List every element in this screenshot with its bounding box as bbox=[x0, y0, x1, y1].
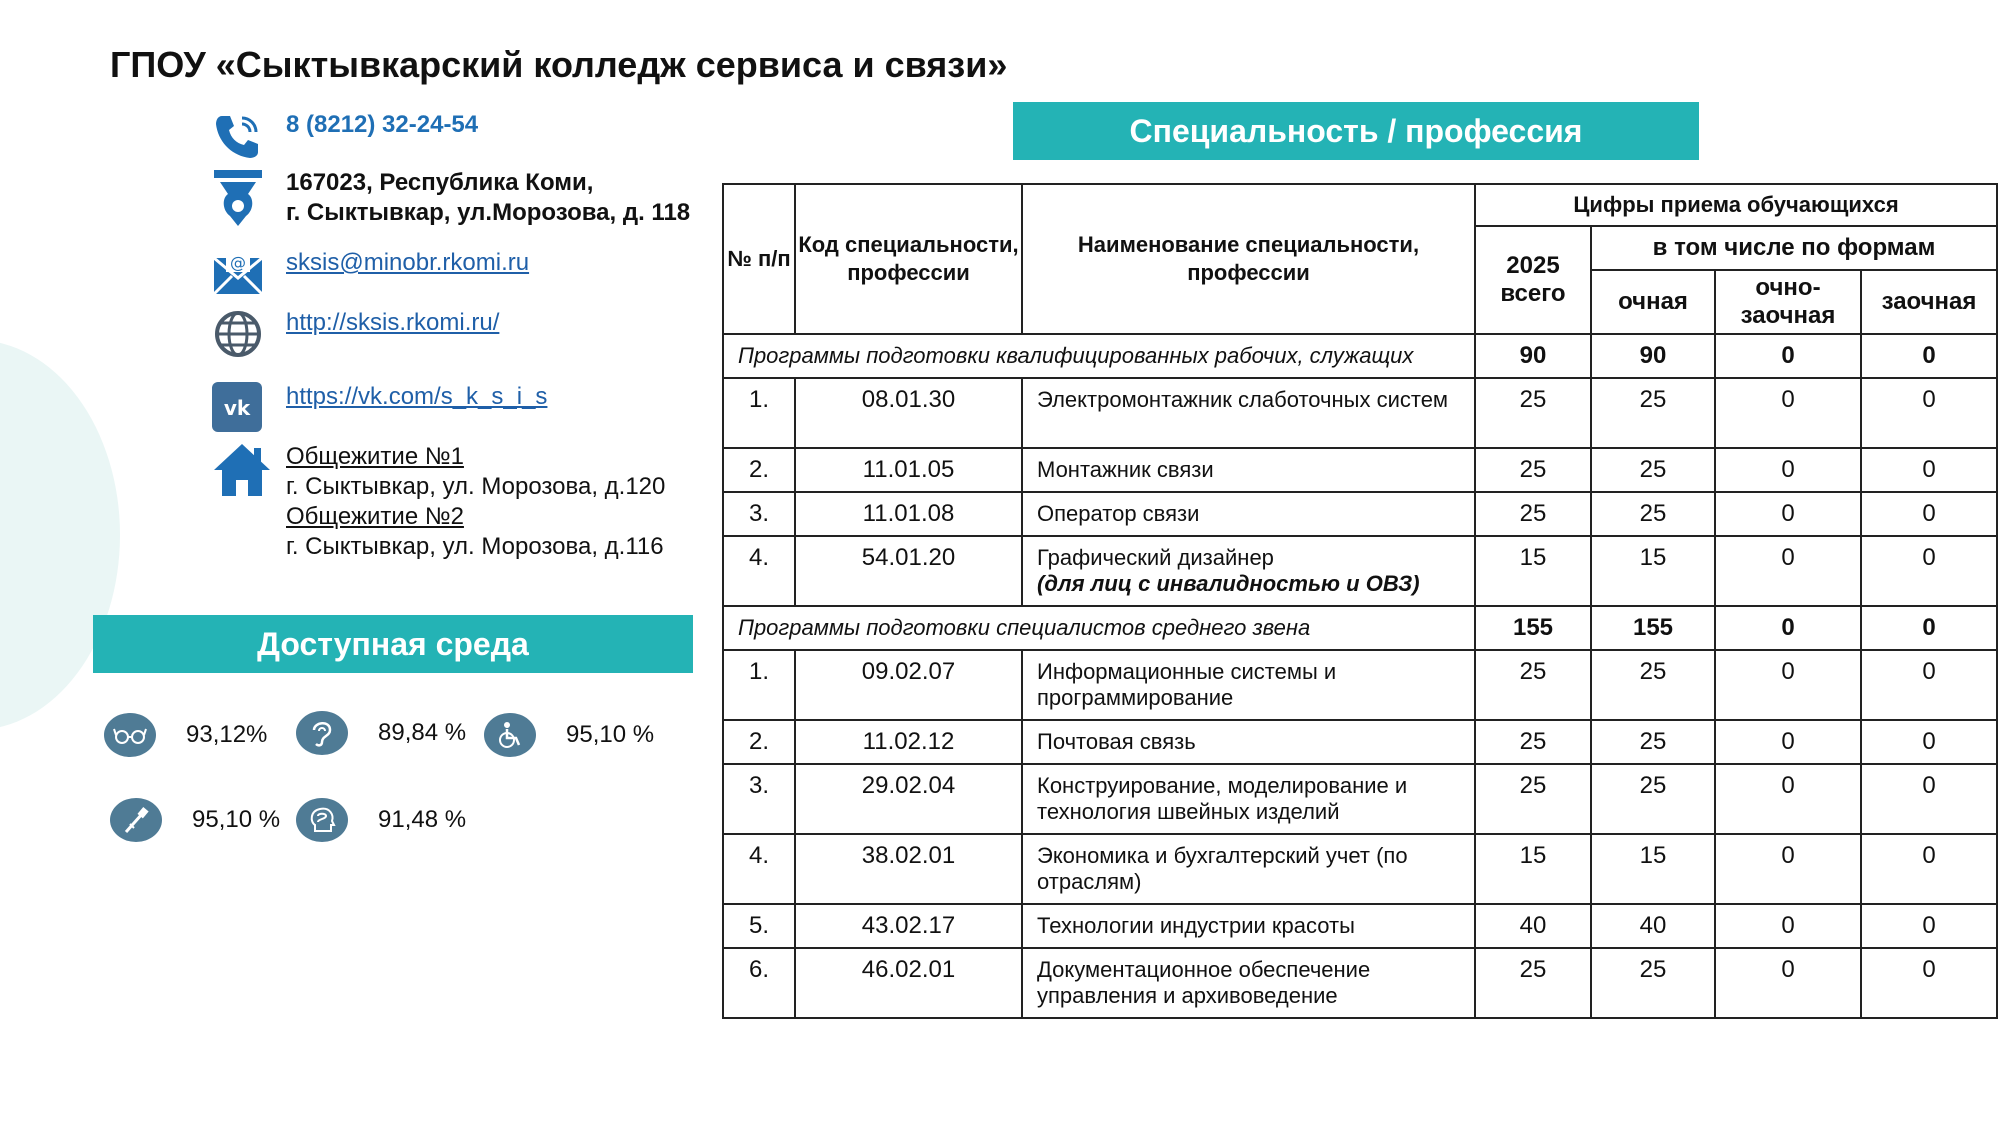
table-header-row bbox=[723, 184, 1997, 226]
cell-total: 15 bbox=[1475, 834, 1591, 904]
cell-code: 11.01.05 bbox=[795, 448, 1022, 492]
table-row bbox=[723, 720, 1997, 764]
cell-code: 11.02.12 bbox=[795, 720, 1022, 764]
cell-part-time: 0 bbox=[1715, 720, 1861, 764]
cell-num: 6. bbox=[723, 948, 795, 1018]
table-row bbox=[723, 834, 1997, 904]
cell-code: 08.01.30 bbox=[795, 378, 1022, 448]
cell-part-time: 0 bbox=[1715, 650, 1861, 720]
header-num: № п/п bbox=[723, 184, 795, 334]
cell-part-time: 0 bbox=[1715, 834, 1861, 904]
email-icon bbox=[212, 248, 264, 300]
cell-code: 09.02.07 bbox=[795, 650, 1022, 720]
cell-total: 25 bbox=[1475, 720, 1591, 764]
vision-impaired-icon bbox=[104, 713, 156, 757]
header-forms: в том числе по формам bbox=[1591, 226, 1997, 270]
accessibility-banner: Доступная среда bbox=[93, 615, 693, 673]
cell-total: 40 bbox=[1475, 904, 1591, 948]
svg-text:vk: vk bbox=[223, 396, 251, 420]
phone-number[interactable]: 8 (8212) 32-24-54 bbox=[286, 111, 479, 138]
cell-full-time: 25 bbox=[1591, 764, 1715, 834]
cell-full-time: 25 bbox=[1591, 948, 1715, 1018]
cell-extramural: 0 bbox=[1861, 904, 1997, 948]
cell-full-time: 25 bbox=[1591, 650, 1715, 720]
cell-extramural: 0 bbox=[1861, 764, 1997, 834]
cell-name-text: Графический дизайнер bbox=[1037, 545, 1274, 570]
accessibility-item-hearing bbox=[296, 711, 466, 755]
table-row bbox=[723, 948, 1997, 1018]
address-line1: 167023, Республика Коми, bbox=[286, 169, 594, 196]
group-total: 90 bbox=[1475, 334, 1591, 378]
vk-icon bbox=[212, 382, 264, 434]
table-row bbox=[723, 378, 1997, 448]
cell-part-time: 0 bbox=[1715, 536, 1861, 606]
cell-extramural: 0 bbox=[1861, 536, 1997, 606]
cell-extramural: 0 bbox=[1861, 834, 1997, 904]
cell-code: 46.02.01 bbox=[795, 948, 1022, 1018]
cell-full-time: 15 bbox=[1591, 536, 1715, 606]
cell-name: Электромонтажник слаботочных систем bbox=[1022, 378, 1475, 448]
group-extramural: 0 bbox=[1861, 334, 1997, 378]
accessibility-item-wheelchair bbox=[484, 713, 654, 757]
cell-code: 29.02.04 bbox=[795, 764, 1022, 834]
cell-full-time: 25 bbox=[1591, 448, 1715, 492]
wheelchair-icon bbox=[484, 713, 536, 757]
cell-num: 3. bbox=[723, 764, 795, 834]
dorm1-address: г. Сыктывкар, ул. Морозова, д.120 bbox=[286, 473, 666, 500]
address-text bbox=[286, 168, 690, 228]
cell-num: 1. bbox=[723, 378, 795, 448]
admission-table bbox=[722, 183, 1996, 1019]
cell-extramural: 0 bbox=[1861, 492, 1997, 536]
cell-code: 43.02.17 bbox=[795, 904, 1022, 948]
dorm2-address: г. Сыктывкар, ул. Морозова, д.116 bbox=[286, 533, 664, 560]
accessibility-value: 91,48 % bbox=[378, 806, 467, 833]
table-row bbox=[723, 650, 1997, 720]
header-admission: Цифры приема обучающихся bbox=[1475, 184, 1997, 226]
dormitories-text bbox=[286, 442, 665, 562]
table-row bbox=[723, 764, 1997, 834]
cell-full-time: 25 bbox=[1591, 378, 1715, 448]
cell-total: 25 bbox=[1475, 448, 1591, 492]
accessibility-item-mobility bbox=[110, 798, 280, 842]
cell-extramural: 0 bbox=[1861, 448, 1997, 492]
header-extramural: заочная bbox=[1861, 270, 1997, 334]
globe-icon bbox=[212, 308, 264, 360]
accessibility-item-mental bbox=[296, 798, 466, 842]
cell-num: 3. bbox=[723, 492, 795, 536]
cell-num: 5. bbox=[723, 904, 795, 948]
email-link[interactable]: sksis@minobr.rkomi.ru bbox=[286, 249, 530, 276]
cell-name: Технологии индустрии красоты bbox=[1022, 904, 1475, 948]
address-line2: г. Сыктывкар, ул.Морозова, д. 118 bbox=[286, 199, 691, 226]
website-link[interactable]: http://sksis.rkomi.ru/ bbox=[286, 309, 500, 336]
header-name: Наименование специальности, профессии bbox=[1022, 184, 1475, 334]
cell-total: 25 bbox=[1475, 378, 1591, 448]
group-title: Программы подготовки квалифицированных рабочих, служащих bbox=[723, 334, 1475, 378]
cell-total: 25 bbox=[1475, 492, 1591, 536]
header-total: 2025 всего bbox=[1475, 226, 1591, 334]
table-row bbox=[723, 492, 1997, 536]
group-extramural: 0 bbox=[1861, 606, 1997, 650]
cell-name bbox=[1022, 536, 1475, 606]
table-row bbox=[723, 904, 1997, 948]
cell-code: 54.01.20 bbox=[795, 536, 1022, 606]
vk-link[interactable]: https://vk.com/s_k_s_i_s bbox=[286, 383, 548, 410]
cell-part-time: 0 bbox=[1715, 764, 1861, 834]
cell-code: 38.02.01 bbox=[795, 834, 1022, 904]
cell-part-time: 0 bbox=[1715, 378, 1861, 448]
cell-extramural: 0 bbox=[1861, 650, 1997, 720]
table-row bbox=[723, 448, 1997, 492]
header-code: Код специальности, профессии bbox=[795, 184, 1022, 334]
cell-part-time: 0 bbox=[1715, 904, 1861, 948]
cell-num: 2. bbox=[723, 720, 795, 764]
cell-name: Информационные системы и программирование bbox=[1022, 650, 1475, 720]
cell-code: 11.01.08 bbox=[795, 492, 1022, 536]
dorm1-label: Общежитие №1 bbox=[286, 443, 464, 470]
accessibility-value: 95,10 % bbox=[192, 806, 281, 833]
cell-name: Монтажник связи bbox=[1022, 448, 1475, 492]
group-part-time: 0 bbox=[1715, 606, 1861, 650]
cell-name: Конструирование, моделирование и технология швейных изделий bbox=[1022, 764, 1475, 834]
hearing-impaired-icon bbox=[296, 711, 348, 755]
cell-total: 25 bbox=[1475, 764, 1591, 834]
accessibility-value: 89,84 % bbox=[378, 719, 467, 746]
header-full-time: очная bbox=[1591, 270, 1715, 334]
cell-full-time: 25 bbox=[1591, 720, 1715, 764]
page-title: ГПОУ «Сыктывкарский колледж сервиса и связи» bbox=[110, 44, 1008, 85]
cell-name: Оператор связи bbox=[1022, 492, 1475, 536]
cell-part-time: 0 bbox=[1715, 948, 1861, 1018]
cell-part-time: 0 bbox=[1715, 492, 1861, 536]
cell-extramural: 0 bbox=[1861, 720, 1997, 764]
table-group-row bbox=[723, 606, 1997, 650]
cell-extramural: 0 bbox=[1861, 378, 1997, 448]
svg-text:@: @ bbox=[230, 253, 246, 272]
home-icon bbox=[212, 442, 264, 494]
group-title: Программы подготовки специалистов среднего звена bbox=[723, 606, 1475, 650]
cell-num: 2. bbox=[723, 448, 795, 492]
mobility-cane-icon bbox=[110, 798, 162, 842]
cell-name: Экономика и бухгалтерский учет (по отраслям) bbox=[1022, 834, 1475, 904]
cell-name-note: (для лиц с инвалидностью и ОВЗ) bbox=[1037, 571, 1420, 596]
cell-total: 25 bbox=[1475, 948, 1591, 1018]
header-part-time: очно-заочная bbox=[1715, 270, 1861, 334]
cell-num: 4. bbox=[723, 834, 795, 904]
group-full-time: 90 bbox=[1591, 334, 1715, 378]
accessibility-value: 95,10 % bbox=[566, 721, 655, 748]
cell-name: Документационное обеспечение управления и архивоведение bbox=[1022, 948, 1475, 1018]
group-part-time: 0 bbox=[1715, 334, 1861, 378]
cell-total: 15 bbox=[1475, 536, 1591, 606]
dorm2-label: Общежитие №2 bbox=[286, 503, 464, 530]
cell-extramural: 0 bbox=[1861, 948, 1997, 1018]
cell-num: 1. bbox=[723, 650, 795, 720]
cell-full-time: 15 bbox=[1591, 834, 1715, 904]
group-total: 155 bbox=[1475, 606, 1591, 650]
group-full-time: 155 bbox=[1591, 606, 1715, 650]
cell-name: Почтовая связь bbox=[1022, 720, 1475, 764]
accessibility-item-vision bbox=[104, 713, 267, 757]
cell-total: 25 bbox=[1475, 650, 1591, 720]
cell-full-time: 40 bbox=[1591, 904, 1715, 948]
cell-part-time: 0 bbox=[1715, 448, 1861, 492]
specialty-banner: Специальность / профессия bbox=[1013, 102, 1699, 160]
table-row bbox=[723, 536, 1997, 606]
cell-full-time: 25 bbox=[1591, 492, 1715, 536]
phone-icon bbox=[212, 110, 264, 162]
location-pin-icon bbox=[212, 168, 264, 220]
mental-health-icon bbox=[296, 798, 348, 842]
table-group-row bbox=[723, 334, 1997, 378]
accessibility-value: 93,12% bbox=[186, 721, 268, 748]
cell-num: 4. bbox=[723, 536, 795, 606]
